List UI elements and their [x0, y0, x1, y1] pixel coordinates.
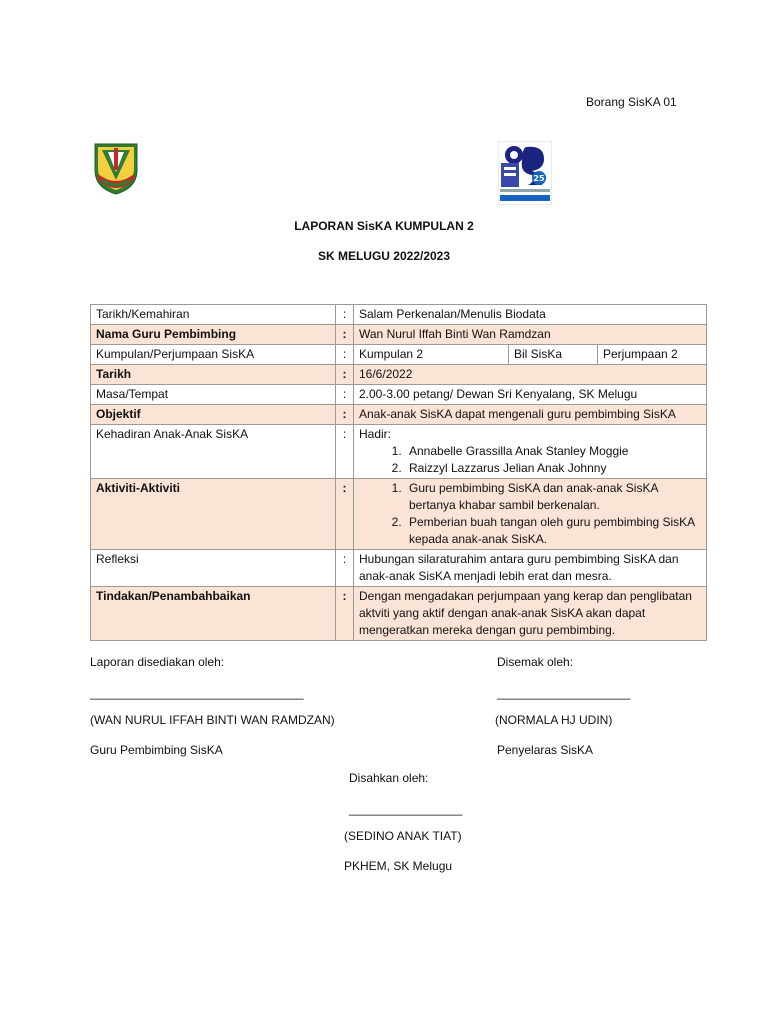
- row-value: Hubungan silaraturahim antara guru pembimbing SisKA dan anak-anak SisKA menjadi lebih erat dan mesra.: [354, 550, 707, 587]
- row-colon: :: [336, 345, 354, 365]
- approved-by-label: Disahkan oleh:: [349, 771, 429, 785]
- approved-signature-line: _________________: [349, 802, 463, 816]
- row-label: Tarikh/Kemahiran: [91, 305, 336, 325]
- form-code: Borang SisKA 01: [586, 95, 677, 109]
- checked-signature-line: ____________________: [497, 686, 631, 700]
- approved-by-role: PKHEM, SK Melugu: [344, 859, 453, 873]
- checked-by-name: (NORMALA HJ UDIN): [495, 713, 613, 727]
- row-label: Tarikh: [91, 365, 336, 385]
- table-row: [91, 479, 707, 550]
- table-row: [91, 345, 707, 365]
- school-year-title: SK MELUGU 2022/2023: [317, 249, 451, 263]
- checked-by-role: Penyelaras SisKA: [497, 743, 594, 757]
- attendance-list: [359, 443, 701, 477]
- table-row: [91, 385, 707, 405]
- row-colon: :: [336, 425, 354, 479]
- row-label: Masa/Tempat: [91, 385, 336, 405]
- row-colon: :: [336, 550, 354, 587]
- row-colon: :: [336, 405, 354, 425]
- school-crest-logo: [92, 140, 140, 196]
- table-row: [91, 305, 707, 325]
- program-logo: [498, 141, 552, 205]
- list-item: 1. Guru pembimbing SisKA dan anak-anak SisKA bertanya khabar sambil berkenalan.: [405, 480, 701, 514]
- table-row: [91, 425, 707, 479]
- row-value: Dengan mengadakan perjumpaan yang kerap dan penglibatan aktviti yang aktif dengan anak-anak SisKA akan dapat mengeratkan mereka dengan guru pembimbing.: [354, 587, 707, 641]
- prepared-signature-line: ________________________________: [90, 686, 304, 700]
- row-value: 16/6/2022: [354, 365, 707, 385]
- checked-by-label: Disemak oleh:: [497, 655, 574, 669]
- row-label: Aktiviti-Aktiviti: [91, 479, 336, 550]
- row-colon: :: [336, 587, 354, 641]
- row-value: Anak-anak SisKA dapat mengenali guru pembimbing SisKA: [354, 405, 707, 425]
- table-row: [91, 325, 707, 345]
- row-value: [354, 425, 707, 479]
- row-value: [354, 479, 707, 550]
- row-label: Tindakan/Penambahbaikan: [91, 587, 336, 641]
- row-label: Kumpulan/Perjumpaan SisKA: [91, 345, 336, 365]
- table-row: [91, 550, 707, 587]
- row-value: 2.00-3.00 petang/ Dewan Sri Kenyalang, SK Melugu: [354, 385, 707, 405]
- row-colon: :: [336, 365, 354, 385]
- list-item: 2. Raizzyl Lazzarus Jelian Anak Johnny: [405, 460, 701, 477]
- bil-siska-label: Bil SisKa: [509, 345, 598, 364]
- row-label: Nama Guru Pembimbing: [91, 325, 336, 345]
- attendance-heading: Hadir:: [359, 427, 392, 441]
- report-table: [90, 304, 707, 641]
- row-value: Salam Perkenalan/Menulis Biodata: [354, 305, 707, 325]
- row-label: Objektif: [91, 405, 336, 425]
- row-colon: :: [336, 325, 354, 345]
- row-value: Wan Nurul Iffah Binti Wan Ramdzan: [354, 325, 707, 345]
- prepared-by-label: Laporan disediakan oleh:: [90, 655, 225, 669]
- row-colon: :: [336, 479, 354, 550]
- list-item: 2. Pemberian buah tangan oleh guru pembimbing SisKA kepada anak-anak SisKA.: [405, 514, 701, 548]
- report-title: LAPORAN SisKA KUMPULAN 2: [294, 219, 474, 233]
- prepared-by-name: (WAN NURUL IFFAH BINTI WAN RAMDZAN): [90, 713, 335, 727]
- logo-badge-number: 25: [533, 174, 545, 183]
- table-row: [91, 365, 707, 385]
- row-label: Kehadiran Anak-Anak SisKA: [91, 425, 336, 479]
- group-number: Kumpulan 2: [354, 345, 509, 364]
- row-label: Refleksi: [91, 550, 336, 587]
- table-row: [91, 405, 707, 425]
- row-colon: :: [336, 305, 354, 325]
- row-value-group: [354, 345, 707, 365]
- table-row: [91, 587, 707, 641]
- prepared-by-role: Guru Pembimbing SisKA: [90, 743, 223, 757]
- list-item: 1. Annabelle Grassilla Anak Stanley Moggie: [405, 443, 701, 460]
- row-colon: :: [336, 385, 354, 405]
- meeting-number: Perjumpaan 2: [603, 347, 678, 361]
- activity-list: [359, 480, 701, 548]
- approved-by-name: (SEDINO ANAK TIAT): [344, 829, 462, 843]
